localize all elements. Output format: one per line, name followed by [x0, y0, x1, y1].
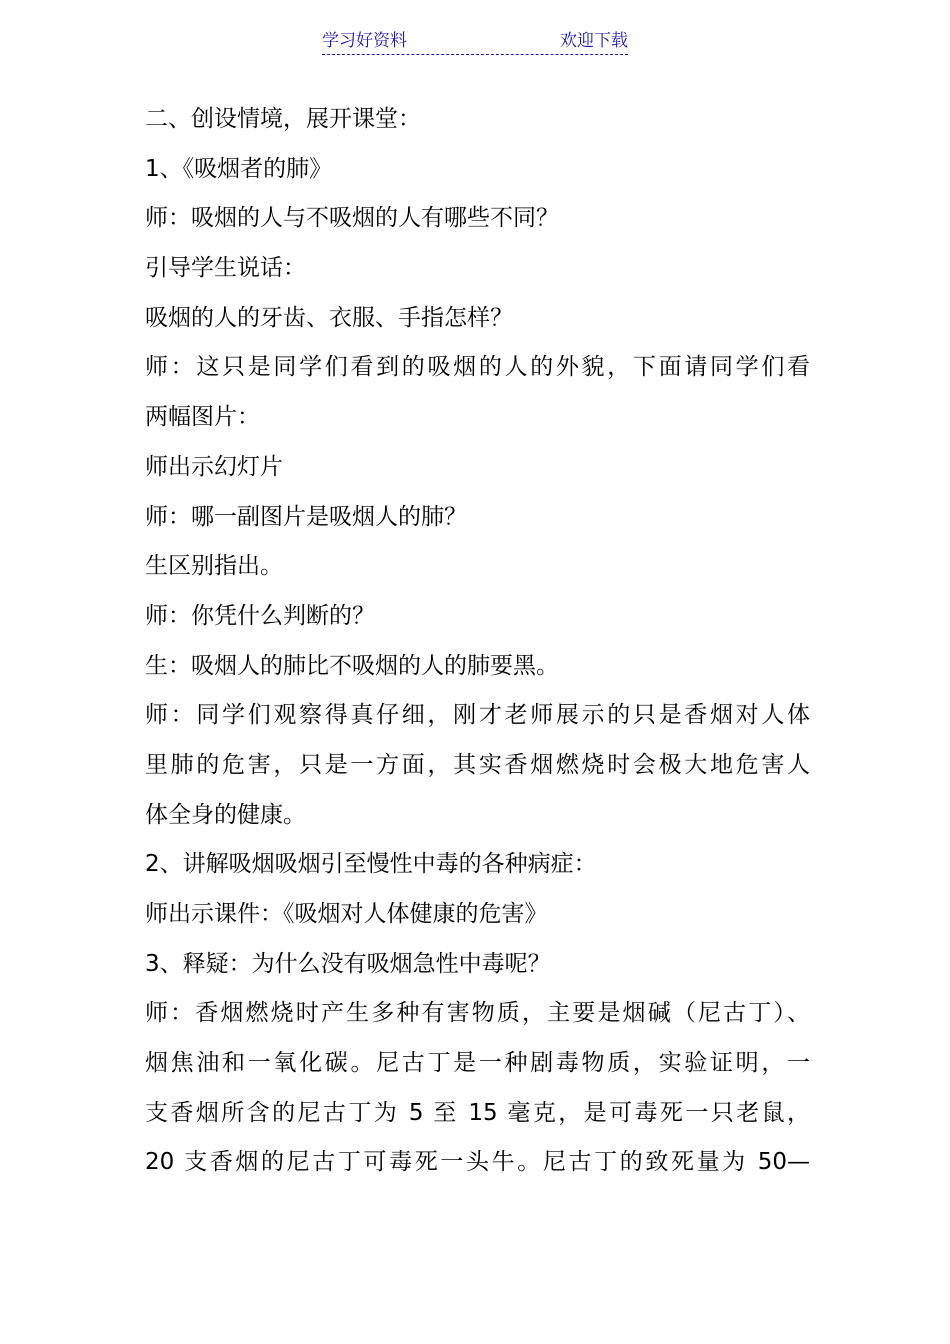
paragraph-line: 支香烟所含的尼古丁为 5 至 15 毫克，是可毒死一只老鼠， [145, 1099, 810, 1126]
paragraph-line: 师：香烟燃烧时产生多种有害物质，主要是烟碱（尼古丁）、 [145, 1000, 810, 1027]
paragraph-line: 师：这只是同学们看到的吸烟的人的外貌，下面请同学们看 [145, 354, 810, 381]
paragraph-line: 生：吸烟人的肺比不吸烟的人的肺要黑。 [145, 652, 559, 679]
paragraph-line: 引导学生说话： [145, 255, 306, 282]
paragraph-line: 烟焦油和一氧化碳。尼古丁是一种剧毒物质，实验证明，一 [145, 1050, 810, 1077]
subsection-heading: 2、讲解吸烟吸烟引至慢性中毒的各种病症： [145, 851, 597, 878]
header-right-text: 欢迎下载 [560, 31, 628, 51]
paragraph-line: 师出示幻灯片 [145, 453, 283, 480]
paragraph-line: 生区别指出。 [145, 553, 283, 580]
paragraph-line: 两幅图片： [145, 404, 260, 431]
paragraph-line: 20 支香烟的尼古丁可毒死一头牛。尼古丁的致死量为 50— [145, 1149, 810, 1176]
page-header [322, 30, 628, 55]
section-heading: 二、创设情境，展开课堂： [145, 106, 421, 132]
paragraph-line: 吸烟的人的牙齿、衣服、手指怎样？ [145, 304, 513, 331]
paragraph-line: 师：哪一副图片是吸烟人的肺？ [145, 503, 467, 530]
header-left-text: 学习好资料 [322, 31, 407, 51]
paragraph-line: 师出示课件：《吸烟对人体健康的危害》 [145, 901, 548, 927]
document-body [145, 95, 810, 1188]
paragraph-line: 里肺的危害，只是一方面，其实香烟燃烧时会极大地危害人 [145, 751, 810, 778]
subsection-heading: 3、释疑：为什么没有吸烟急性中毒呢？ [145, 950, 551, 977]
paragraph-line: 师：你凭什么判断的？ [145, 602, 375, 629]
paragraph-line: 体全身的健康。 [145, 801, 306, 828]
paragraph-line: 师：同学们观察得真仔细，刚才老师展示的只是香烟对人体 [145, 702, 810, 729]
subsection-heading: 1、《吸烟者的肺》 [145, 155, 333, 182]
paragraph-line: 师：吸烟的人与不吸烟的人有哪些不同？ [145, 205, 559, 232]
